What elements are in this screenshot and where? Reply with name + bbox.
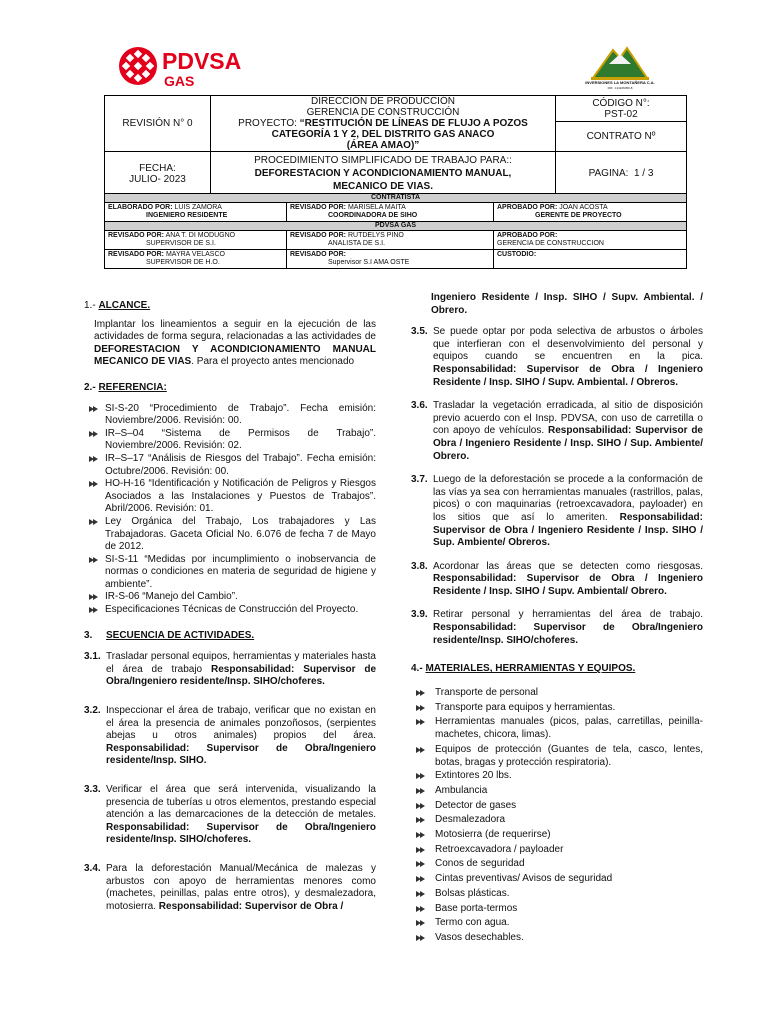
material-item (411, 701, 703, 716)
activity-number: 3.2. (84, 705, 101, 717)
activity-text: Inspeccionar el área de trabajo, verificar que no existan en el área la presencia de animales ponzoñosos, (serpientes abejas u otros animales) propios del área. (106, 705, 376, 742)
material-item (411, 799, 703, 814)
section4-title: MATERIALES, HERRAMIENTAS Y EQUIPOS. (425, 663, 636, 675)
materials-list (411, 686, 703, 946)
rev5-cell (287, 250, 494, 269)
appr2-label: APROBADO POR: (497, 232, 558, 239)
material-text: Bolsas plásticas. (435, 887, 510, 899)
activity-responsibility: Responsabilidad: Supervisor de Obra / Ingeniero Residente / Insp. SIHO / Supv. Ambiental/ Obrero. (433, 573, 703, 597)
arrow-bullet-icon (415, 745, 426, 755)
appr1-cell (494, 203, 687, 222)
arrow-bullet-icon (415, 801, 426, 811)
material-item (411, 686, 703, 701)
activity-responsibility: Responsabilidad: Supervisor de Obra / Ingeniero Residente / Insp. SIHO / Sup. Ambiente/ Obrero. (433, 425, 703, 462)
section4-heading (411, 663, 703, 676)
arrow-bullet-icon (415, 874, 426, 884)
activity-responsibility: Responsabilidad: Supervisor de Obra/Ingeniero residente/Insp. SIHO/choferes. (433, 622, 703, 646)
appr1-role: GERENTE DE PROYECTO (535, 212, 622, 219)
arrow-bullet-icon (88, 605, 99, 615)
activity-3-8 (411, 561, 703, 599)
rev1-role: COORDINADORA DE SIHO (328, 212, 418, 219)
material-item (411, 902, 703, 917)
montanera-name: INVERSIONES LA MONTAÑERA C.A. (585, 80, 655, 85)
section3-title: SECUENCIA DE ACTIVIDADES. (106, 629, 255, 641)
date-value: JULIO- 2023 (129, 173, 186, 185)
reference-text: HO-H-16 “Identificación y Notificación de Peligros y Riesgos Asociados a las Instalaciones y Puestos de Trabajos”. Abril/2006. Revisión: 01. (105, 478, 376, 515)
contract-cell: CONTRATO Nº (556, 122, 687, 152)
arrow-bullet-icon (415, 830, 426, 840)
material-text: Vasos desechables. (435, 931, 524, 943)
material-text: Retroexcavadora / payloader (435, 843, 564, 855)
material-text: Transporte de personal (435, 686, 539, 698)
section3-number: 3. (84, 629, 93, 641)
arrow-bullet-icon (415, 845, 426, 855)
material-text: Equipos de protección (Guantes de tela, casco, lentes, botas, bragas y protección respiratoria). (435, 744, 703, 769)
material-item (411, 828, 703, 843)
arrow-bullet-icon (415, 933, 426, 943)
activity-number: 3.5. (411, 326, 428, 338)
arrow-bullet-icon (415, 717, 426, 727)
rev3-cell (287, 231, 494, 250)
reference-text: IR–S–04 “Sistema de Permisos de Trabajo”. Noviembre/2006. Revisión: 02. (105, 427, 376, 452)
direction-label: DIRECCIÓN DE PRODUCCIÓN (311, 96, 455, 107)
activity-number: 3.4. (84, 862, 101, 874)
rev2-role: SUPERVISOR DE S.I. (146, 240, 216, 247)
rev1-name: MARISELA MAITA (347, 204, 406, 211)
activity-text: Trasladar la vegetación erradicada, al sitio de disposición previo acuerdo con el Insp. PDVSA, con uso de carretilla o con apoyo de vehículos. (433, 400, 703, 437)
appr1-label: APROBADO POR: (497, 204, 558, 211)
rev4-label: REVISADO POR: (108, 251, 165, 258)
section1-text (84, 319, 376, 369)
reference-text: SI-S-11 “Medidas por incumplimiento o inobservancia de normas o condiciones en materia de seguridad de higiene y ambiente”. (105, 553, 376, 590)
reference-item (88, 403, 376, 428)
activity-responsibility: Responsabilidad: Supervisor de Obra / (158, 900, 344, 912)
section1-number: 1.- (84, 300, 99, 311)
rev4-name: MAYRA VELASCO (165, 251, 225, 258)
elaborated-label: ELABORADO POR: (108, 204, 173, 211)
material-item (411, 931, 703, 946)
pdvsa-wordmark: PDVSA (162, 48, 242, 74)
material-text: Transporte para equipos y herramientas. (435, 701, 616, 713)
montanera-rif: RIF: J-31166050-8 (607, 86, 633, 90)
elaborated-cell (105, 203, 287, 222)
arrow-bullet-icon (88, 454, 99, 464)
activity-text: Se puede optar por poda selectiva de arbustos o árboles que interfieran con el desenvolvimiento del personal y equipos cuando se encuentren en la pica. (433, 326, 703, 363)
activity-number: 3.7. (411, 474, 428, 486)
arrow-bullet-icon (415, 688, 426, 698)
rev4-cell (105, 250, 287, 269)
contractor-section-title: CONTRATISTA (105, 194, 687, 203)
reference-item (88, 604, 376, 617)
activity-responsibility: Responsabilidad: Supervisor de Obra/Ingeniero residente/Insp. SIHO. (106, 742, 376, 767)
procedure-title-2: MECANICO DE VIAS (332, 181, 431, 192)
rev3-role: ANALISTA DE S.I. (328, 240, 386, 247)
approvals-table (104, 193, 687, 269)
material-item (411, 872, 703, 887)
arrow-bullet-icon (415, 703, 426, 713)
rev3-name: RUTDELYS PINO (347, 232, 404, 239)
activity-3-2 (84, 705, 376, 768)
rev4-role: SUPERVISOR DE H.O. (146, 259, 220, 266)
reference-text: Ley Orgánica del Trabajo, Los trabajadores y Las Trabajadoras. Gaceta Oficial No. 6.076 de fecha 7 de Mayo de 2012. (105, 515, 376, 553)
procedure-cell: PROCEDIMIENTO SIMPLIFICADO DE TRABAJO PARA:: DEFORESTACION Y ACONDICIONAMIENTO MANUAL, MECANICO DE VIAS. (211, 152, 556, 196)
material-text: Desmalezadora (435, 814, 506, 826)
activity-responsibility: Responsabilidad: Supervisor de Obra / Ingeniero Residente / Insp. SIHO / Supv. Ambiental. / Obreros. (433, 363, 703, 388)
activity-3-9 (411, 609, 703, 647)
reference-item (88, 554, 376, 592)
material-text: Termo con agua. (435, 917, 510, 929)
material-item (411, 813, 703, 828)
arrow-bullet-icon (415, 815, 426, 825)
pdvsa-section-title: PDVSA GAS (105, 222, 687, 231)
rev2-name: ANA T. DI MODUGNO (165, 232, 236, 239)
material-item (411, 857, 703, 872)
management-label: GERENCIA DE CONSTRUCCIÓN (306, 107, 460, 118)
activity-3-4 (84, 863, 376, 913)
procedure-label: PROCEDIMIENTO SIMPLIFICADO DE TRABAJO PARA:: (254, 155, 512, 166)
rev2-label: REVISADO POR: (108, 232, 165, 239)
custodian-cell (494, 250, 687, 269)
activity-responsibility: Responsabilidad: Supervisor de Obra/Ingeniero residente/Insp. SIHO/choferes. (106, 663, 376, 688)
arrow-bullet-icon (415, 786, 426, 796)
activity-text: Para la deforestación Manual/Mecánica de malezas y arbustos con apoyo de herramientas menores como (machetes, peinillas, palas entre otros), y desmalezadora, motosierra. (106, 862, 376, 912)
code-label: CÓDIGO N°: (592, 97, 650, 109)
activity-number: 3.1. (84, 651, 101, 663)
activity-3-6 (411, 400, 703, 463)
material-text: Conos de seguridad (435, 858, 525, 870)
pdvsa-sun-icon (118, 46, 158, 86)
right-column (411, 292, 703, 946)
activity-number: 3.9. (411, 609, 428, 621)
project-title-1: “RESTITUCIÓN DE LÍNEAS DE FLUJO A POZOS (299, 118, 528, 129)
section2-heading (84, 382, 376, 395)
project-cell (211, 96, 556, 152)
arrow-bullet-icon (415, 918, 426, 928)
activity-responsibility: Responsabilidad: Supervisor de Obra/Ingeniero residente/Insp. SIHO/choferes. (106, 821, 376, 846)
page-cell (556, 152, 687, 196)
rev5-role: Supervisor S.I AMA OSTE (328, 259, 410, 266)
material-item (411, 887, 703, 902)
page-label: PAGINA: (588, 168, 629, 179)
arrow-bullet-icon (88, 517, 99, 527)
material-text: Ambulancia (435, 784, 488, 796)
section1-heading (84, 300, 376, 313)
section1-text-b: . Para el proyecto antes mencionado (191, 356, 355, 368)
left-column (84, 300, 376, 913)
material-item (411, 769, 703, 784)
material-item (411, 743, 703, 769)
code-value: PST-02 (604, 108, 638, 120)
rev2-cell (105, 231, 287, 250)
arrow-bullet-icon (415, 771, 426, 781)
project-title-3: (ÁREA AMAO)” (346, 140, 420, 151)
activity-number: 3.6. (411, 400, 428, 412)
material-text: Motosierra (de requerirse) (435, 829, 551, 841)
pdvsa-gas-label: GAS (164, 73, 195, 89)
code-cell (556, 96, 687, 122)
revision-cell: REVISIÓN N° 0 (105, 96, 211, 152)
arrow-bullet-icon (415, 904, 426, 914)
arrow-bullet-icon (88, 479, 99, 489)
document-header-table (104, 95, 687, 196)
date-cell (105, 152, 211, 196)
activity-3-4-continued: Ingeniero Residente / Insp. SIHO / Supv. Ambiental. / Obrero. (431, 292, 703, 316)
material-item (411, 715, 703, 741)
reference-text: SI-S-20 “Procedimiento de Trabajo”. Fecha emisión: Noviembre/2006. Revisión: 00. (105, 402, 376, 427)
arrow-bullet-icon (88, 429, 99, 439)
custodian-label: CUSTODIO: (497, 251, 537, 258)
page-value: 1 / 3 (633, 168, 654, 179)
arrow-bullet-icon (415, 859, 426, 869)
material-item (411, 843, 703, 858)
date-label: FECHA: (139, 162, 176, 174)
rev1-cell (287, 203, 494, 222)
rev3-label: REVISADO POR: (290, 232, 347, 239)
activity-text: Trasladar personal equipos, herramientas y materiales hasta el área de trabajo (106, 651, 376, 675)
rev1-label: REVISADO POR: (290, 204, 347, 211)
arrow-bullet-icon (415, 889, 426, 899)
activity-text: Luego de la deforestación se procede a la conformación de las vías ya sea con herramientas manuales (rastrillos, palas, picos) o con maquinarias (retroexcavadora, payloader) en los sitios que así lo ameriten. (433, 474, 703, 523)
activity-3-5 (411, 326, 703, 389)
material-text: Detector de gases (435, 799, 517, 811)
reference-list (84, 403, 376, 617)
reference-item (88, 591, 376, 604)
activity-text: Retirar personal y herramientas del área de trabajo. (433, 609, 703, 621)
reference-item (88, 453, 376, 478)
reference-item (88, 516, 376, 554)
activity-3-3 (84, 784, 376, 847)
pdvsa-gas-logo (112, 44, 252, 94)
appr2-role: GERENCIA DE CONSTRUCCION (497, 240, 604, 247)
montanera-logo (583, 44, 657, 96)
reference-text: Especificaciones Técnicas de Construcción del Proyecto. (105, 604, 359, 616)
material-text: Cintas preventivas/ Avisos de seguridad (435, 873, 613, 885)
arrow-bullet-icon (88, 404, 99, 414)
section2-title: REFERENCIA: (98, 381, 167, 393)
section1-title: ALCANCE. (98, 300, 151, 311)
activity-number: 3.8. (411, 560, 428, 572)
rev5-label: REVISADO POR: (290, 251, 347, 258)
reference-text: IR-S-06 “Manejo del Cambio”. (105, 591, 238, 603)
reference-item (88, 478, 376, 516)
section1-text-bold: DEFORESTACION Y ACONDICIONAMIENTO MANUAL MECANICO DE VIAS (94, 343, 376, 368)
activity-3-7 (411, 474, 703, 550)
material-text: Base porta-termos (435, 902, 518, 914)
material-item (411, 784, 703, 799)
activity-responsibility: Responsabilidad: Supervisor de Obra / Ingeniero Residente / Insp. SIHO / Sup. Ambiente/ Obreros. (433, 511, 703, 549)
mountain-icon (583, 44, 657, 80)
section4-number: 4.- (411, 663, 426, 675)
elaborated-role: INGENIERO RESIDENTE (146, 212, 228, 219)
material-item (411, 916, 703, 931)
appr2-cell (494, 231, 687, 250)
activity-3-1 (84, 651, 376, 689)
section1-text-a: Implantar los lineamientos a seguir en la ejecución de las actividades de forma segura, relacionadas a las actividades de (94, 318, 376, 343)
project-title-2: CATEGORÍA 1 Y 2, DEL DISTRITO GAS ANACO (271, 129, 495, 140)
procedure-title-1: DEFORESTACION Y ACONDICIONAMIENTO MANUAL, (254, 168, 512, 179)
activity-text: Verificar el área que será intervenida, visualizando la presencia de tuberías u otros elementos, prestando especial atención a las demarcaciones de la detección de metales. (106, 784, 376, 821)
section3-heading (84, 630, 376, 643)
activity-number: 3.3. (84, 784, 101, 795)
reference-text: IR–S–17 “Análisis de Riesgos del Trabajo”. Fecha emisión: Octubre/2006. Revisión: 00. (105, 452, 376, 477)
section2-number: 2.- (84, 381, 99, 393)
project-prefix: PROYECTO: (238, 118, 300, 129)
appr1-name: JOAN ACOSTA (559, 204, 608, 211)
elaborated-name: LUIS ZAMORA (174, 204, 222, 211)
material-text: Extintores 20 lbs. (435, 770, 512, 782)
activity-text: Acordonar las áreas que se detecten como riesgosas. (433, 560, 703, 572)
material-text: Herramientas manuales (picos, palas, carretillas, peinilla- machetes, chicora, limas). (435, 716, 703, 741)
reference-item (88, 428, 376, 453)
arrow-bullet-icon (88, 555, 99, 565)
arrow-bullet-icon (88, 592, 99, 602)
